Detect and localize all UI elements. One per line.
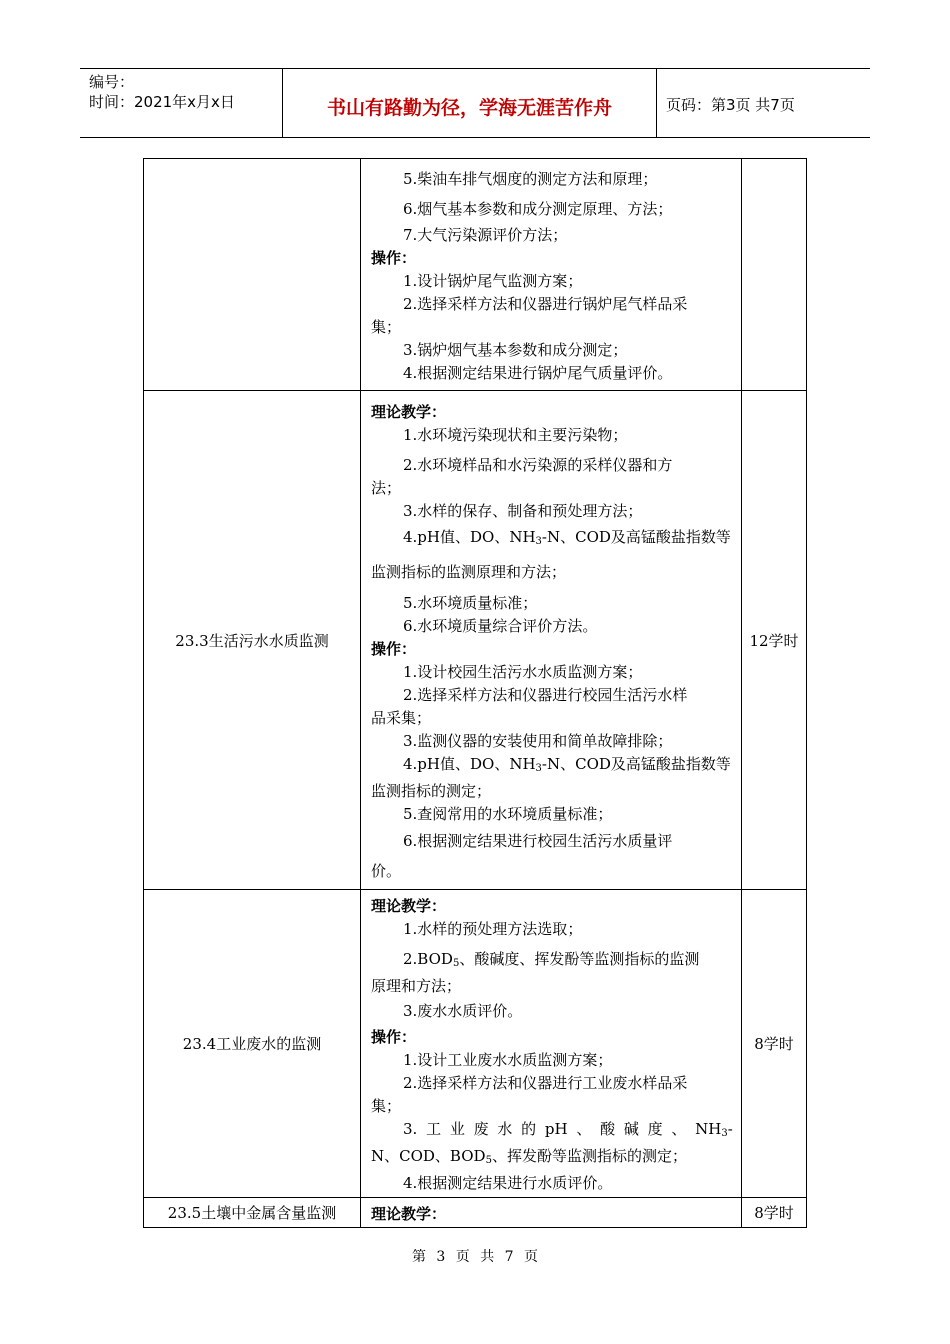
content-line: 监测指标的测定； [371, 781, 492, 800]
content-line: 5.水环境质量标准； [403, 593, 538, 612]
content-line: 7.大气污染源评价方法； [403, 225, 568, 244]
content-line: 2.选择采样方法和仪器进行工业废水样品采 [403, 1074, 688, 1092]
content-cell [361, 159, 742, 391]
content-line: 3.监测仪器的安装使用和简单故障排除； [403, 731, 673, 750]
content-line: 6.水环境质量综合评价方法。 [403, 616, 598, 635]
content-line: 集； [371, 1097, 402, 1115]
header-meta-cell [80, 69, 283, 137]
content-line: 1.水环境污染现状和主要污染物； [403, 425, 628, 444]
topic-cell [144, 159, 361, 391]
header-page-cell [657, 69, 870, 137]
content-line: 价。 [371, 861, 402, 880]
content-line: 3. 工 业 废 水 的 pH 、 酸 碱 度 、 $NH_3-$ [403, 1120, 733, 1139]
topic-cell: 23.4工业废水的监测 [144, 890, 361, 1198]
content-line: 2.选择采样方法和仪器进行校园生活污水样 [403, 685, 688, 704]
section-heading: 操作： [371, 1028, 417, 1046]
section-heading: 操作： [371, 248, 417, 267]
table-row [144, 159, 807, 391]
table-row [144, 391, 807, 890]
content-line: 4.根据测定结果进行水质评价。 [403, 1174, 613, 1192]
hours-cell [742, 159, 807, 391]
content-cell [361, 1198, 742, 1228]
topic-cell: 23.5土壤中金属含量监测 [144, 1198, 361, 1228]
content-line: 原理和方法； [371, 977, 462, 995]
number-label: 编号： [89, 73, 135, 91]
section-heading: 操作： [371, 639, 417, 658]
page-footer: 第 3 页 共 7 页 [411, 1249, 539, 1265]
content-line: 集； [371, 317, 402, 336]
content-line: 1.设计锅炉尾气监测方案； [403, 271, 583, 290]
hours-cell: 12学时 [742, 391, 807, 890]
table-row [144, 1198, 807, 1228]
content-line: 5.查阅常用的水环境质量标准； [403, 804, 613, 823]
content-line: 2.水环境样品和水污染源的采样仪器和方 [403, 455, 673, 474]
content-line: 3.锅炉烟气基本参数和成分测定； [403, 340, 628, 359]
content-line: 1.设计工业废水水质监测方案； [403, 1051, 613, 1069]
content-line: 5.柴油车排气烟度的测定方法和原理； [403, 169, 658, 188]
content-line: 3.废水水质评价。 [403, 1002, 523, 1020]
content-cell [361, 890, 742, 1198]
content-line: 4.pH值、DO、$NH_3-N$、COD及高锰酸盐指数等 [403, 754, 731, 774]
document-header [80, 68, 870, 138]
header-motto: 书山有路勤为径，学海无涯苦作舟 [326, 97, 612, 119]
content-cell [361, 391, 742, 890]
hours-cell: 8学时 [742, 890, 807, 1198]
content-line: 法； [371, 478, 402, 497]
content-line: 4.pH值、DO、$NH_3-N$、COD及高锰酸盐指数等 [403, 527, 731, 547]
content-line: 2.选择采样方法和仪器进行锅炉尾气样品采 [403, 294, 688, 313]
section-heading: 理论教学： [371, 402, 447, 421]
page-info: 页码：第3页 共7页 [666, 96, 795, 114]
hours-cell: 8学时 [742, 1198, 807, 1228]
header-motto-cell [283, 69, 657, 137]
content-line: 6.根据测定结果进行校园生活污水质量评 [403, 831, 673, 850]
content-line: 监测指标的监测原理和方法； [371, 562, 567, 581]
section-heading: 理论教学： [371, 897, 447, 915]
content-line: 品采集； [371, 708, 432, 727]
topic-cell: 23.3生活污水水质监测 [144, 391, 361, 890]
content-line: 1.设计校园生活污水水质监测方案； [403, 662, 643, 681]
content-line: 1.水样的预处理方法选取； [403, 920, 583, 938]
content-line: 3.水样的保存、制备和预处理方法； [403, 501, 643, 520]
time-label: 时间：2021年x月x日 [89, 93, 235, 111]
content-line: $2.BOD_5$、酸碱度、挥发酚等监测指标的监测 [403, 950, 700, 969]
content-line: 6.烟气基本参数和成分测定原理、方法； [403, 199, 673, 218]
section-heading: 理论教学： [371, 1204, 447, 1223]
content-line: 4.根据测定结果进行锅炉尾气质量评价。 [403, 363, 673, 382]
syllabus-table [143, 158, 807, 1228]
content-line: N、COD、$BOD_5$、挥发酚等监测指标的测定； [371, 1147, 687, 1166]
table-row [144, 890, 807, 1198]
